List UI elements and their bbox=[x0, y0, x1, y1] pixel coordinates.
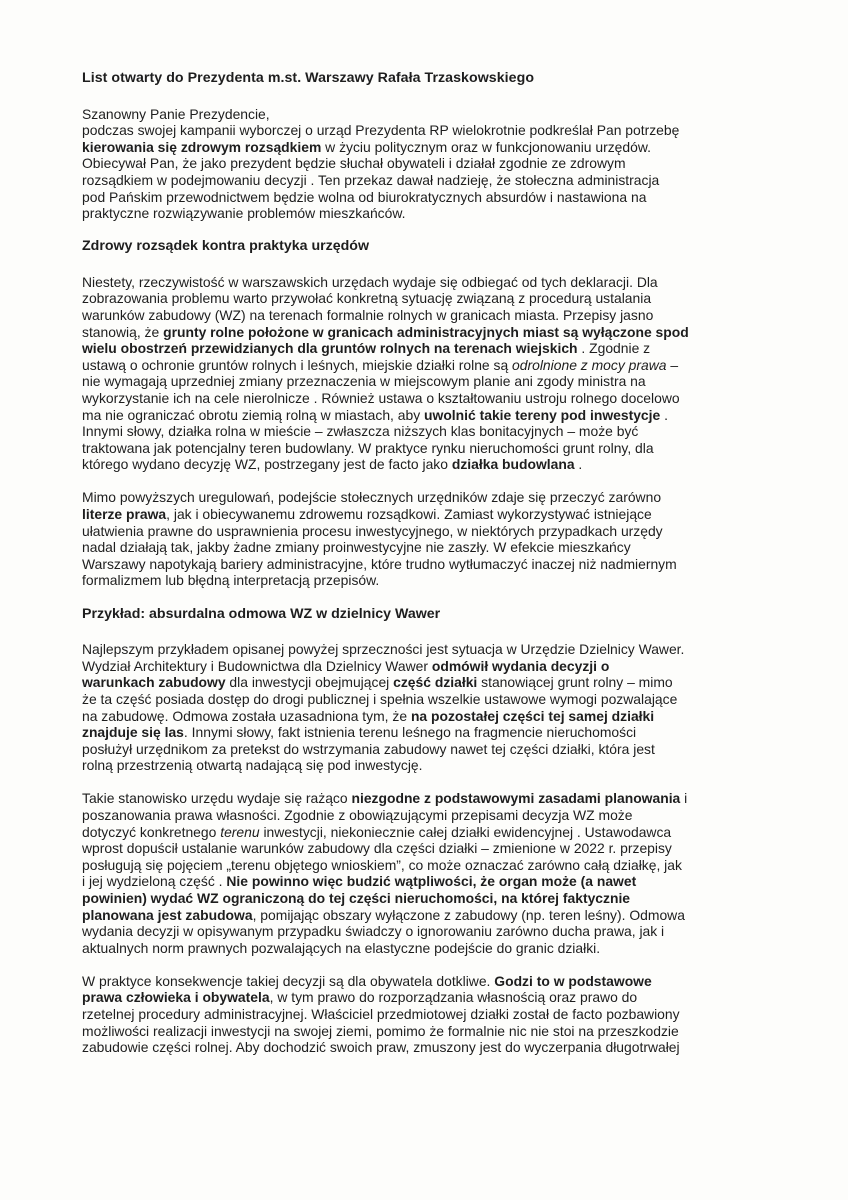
text-run: Takie stanowisko urzędu wydaje się rażąco bbox=[82, 790, 352, 807]
text-run: praktyczne rozwiązywanie problemów mieszkańców. bbox=[82, 205, 406, 222]
text-run: , jak i obiecywanemu zdrowemu rozsądkowi. Zamiast wykorzystywać istniejące bbox=[166, 506, 652, 523]
text-run: – bbox=[666, 356, 679, 373]
text-line bbox=[82, 139, 772, 156]
text-run: aktualnych norm prawnych pozwalających na elastyczne podejście do granic działki. bbox=[82, 939, 601, 956]
bold-text-run: Nie powinno więc budzić wątpliwości, że organ może (a nawet bbox=[226, 873, 637, 890]
text-line bbox=[82, 274, 772, 291]
text-run: dla inwestycji obejmującej bbox=[225, 674, 394, 691]
text-line bbox=[82, 824, 772, 841]
text-run: Najlepszym przykładem opisanej powyżej sprzeczności jest sytuacja w Urzędzie Dzielnicy Wawer. bbox=[82, 641, 685, 658]
text-line bbox=[82, 1006, 772, 1023]
letter-body bbox=[82, 70, 772, 1072]
text-run: możliwości realizacji inwestycji na swojej ziemi, pomimo że formalnie nic nie stoi na przeszkodzie bbox=[82, 1022, 679, 1039]
text-line bbox=[82, 155, 772, 172]
text-run: ułatwienia prawne do usprawnienia procesu inwestycyjnego, w niektórych przypadkach urzędy bbox=[82, 522, 663, 539]
text-run: zobrazowania problemu warto przywołać konkretną sytuację związaną z procedurą ustalania bbox=[82, 290, 652, 307]
text-line bbox=[82, 106, 772, 123]
text-run: . Innymi słowy, fakt istnienia terenu leśnego na fragmencie nieruchomości bbox=[183, 724, 637, 741]
text-line bbox=[82, 390, 772, 407]
text-line bbox=[82, 539, 772, 556]
text-line bbox=[82, 489, 772, 506]
text-line bbox=[82, 423, 772, 440]
bold-text-run: wielu obostrzeń przewidzianych dla gruntów rolnych na terenach wiejskich bbox=[82, 340, 578, 357]
text-line bbox=[82, 340, 772, 357]
text-line bbox=[82, 307, 772, 324]
text-line bbox=[82, 907, 772, 924]
text-line bbox=[82, 757, 772, 774]
text-run: nie wymagają uprzedniej zmiany przeznaczenia w miejscowym planie ani zgody ministra na bbox=[82, 373, 646, 390]
text-line bbox=[82, 290, 772, 307]
bold-text-run: część działki bbox=[393, 674, 478, 691]
text-run: zabudowie części rolnej. Aby dochodzić swoich praw, zmuszony jest do wyczerpania długotrwałej bbox=[82, 1039, 680, 1056]
text-run: , pomijając obszary wyłączone z zabudowy (np. teren leśny). Odmowa bbox=[252, 906, 685, 923]
text-line bbox=[82, 708, 772, 725]
paragraph-wawer-refusal bbox=[82, 641, 772, 774]
text-line bbox=[82, 674, 772, 691]
text-run: że ta część posiada dostęp do drogi publicznej i spełnia wszelkie ustawowe wymogi pozwalające bbox=[82, 690, 678, 707]
text-line bbox=[82, 923, 772, 940]
text-run: i jej wydzieloną część . bbox=[82, 873, 227, 890]
text-line bbox=[82, 324, 772, 341]
text-run: posługują się pojęciem „terenu objętego wnioskiem”, co może oznaczać zarówno całą działkę, jak bbox=[82, 856, 682, 873]
text-run: wykorzystanie ich na cele nierolnicze . Również ustawa o kształtowaniu ustroju rolnego docelowo bbox=[82, 390, 680, 406]
intro-paragraph bbox=[82, 106, 772, 222]
text-line bbox=[82, 556, 772, 573]
text-run: posłużył urzędnikom za pretekst do wstrzymania zabudowy nawet tej części działki, która jest bbox=[82, 740, 655, 757]
text-line bbox=[82, 1039, 772, 1056]
text-run: ma nie ograniczać obrotu ziemią rolną w miastach, aby bbox=[82, 406, 425, 423]
text-line bbox=[82, 407, 772, 424]
text-line bbox=[82, 807, 772, 824]
paragraph-officials-approach bbox=[82, 489, 772, 589]
bold-text-run: kierowania się zdrowym rozsądkiem bbox=[82, 138, 322, 155]
text-line bbox=[82, 724, 772, 741]
text-run: na zabudowę. Odmowa została uzasadniona tym, że bbox=[82, 707, 411, 724]
text-line bbox=[82, 506, 772, 523]
bold-text-run: Godzi to w podstawowe bbox=[494, 972, 652, 989]
text-run: dotyczyć konkretnego bbox=[82, 823, 221, 840]
section-heading-wawer-example: Przykład: absurdalna odmowa WZ w dzielnicy Wawer bbox=[82, 605, 441, 622]
text-line bbox=[82, 940, 772, 957]
text-line bbox=[82, 857, 772, 874]
italic-text-run: odrolnione z mocy prawa bbox=[512, 356, 667, 373]
text-run: stanowiącej grunt rolny – mimo bbox=[477, 674, 673, 691]
text-run: Szanowny Panie Prezydencie, bbox=[82, 105, 270, 122]
bold-text-run: grunty rolne położone w granicach administracyjnych miast są wyłączone spod bbox=[163, 323, 689, 340]
italic-text-run: terenu bbox=[220, 823, 260, 840]
text-run: Warszawy napotykają bariery administracyjne, które trudno wytłumaczyć inaczej niż nadmiernym bbox=[82, 555, 677, 572]
bold-text-run: niezgodne z podstawowymi zasadami planowania bbox=[351, 790, 681, 807]
text-line bbox=[82, 873, 772, 890]
text-run: Innymi słowy, działka rolna w mieście – zwłaszcza niższych klas bonitacyjnych – może być bbox=[82, 423, 639, 440]
text-line bbox=[82, 456, 772, 473]
text-run: pod Pańskim przewodnictwem będzie wolna od biurokratycznych absurdów i nastawiona na bbox=[82, 188, 647, 205]
text-run: wydania decyzji w opisywanym przypadku świadczy o ignorowaniu zarówno ducha prawa, jak i bbox=[82, 923, 665, 940]
text-run: ustawą o ochronie gruntów rolnych i leśnych, miejskie działki rolne są bbox=[82, 356, 513, 373]
text-run: rzetelnej procedury administracyjnej. Właściciel przedmiotowej działki został de facto pozbawiony bbox=[82, 1006, 680, 1022]
text-run: formalizmem lub błędną interpretacją przepisów. bbox=[82, 572, 380, 589]
bold-text-run: warunkach zabudowy bbox=[82, 674, 226, 691]
text-line bbox=[82, 973, 772, 990]
text-line bbox=[82, 122, 772, 139]
text-run: rolną przestrzenią otwartą nadającą się pod inwestycję. bbox=[82, 757, 423, 774]
text-run: Wydział Architektury i Budownictwa dla Dzielnicy Wawer bbox=[82, 657, 432, 674]
text-line bbox=[82, 890, 772, 907]
text-line bbox=[82, 572, 772, 589]
text-line bbox=[82, 658, 772, 675]
text-line bbox=[82, 691, 772, 708]
bold-text-run: prawa człowieka i obywatela bbox=[82, 989, 270, 1006]
text-line bbox=[82, 790, 772, 807]
text-run: , w tym prawo do rozporządzania własnością oraz prawo do bbox=[269, 989, 638, 1006]
text-run: i bbox=[680, 790, 688, 807]
text-run: Obiecywał Pan, że jako prezydent będzie słuchał obywateli i działał zgodnie ze zdrowym bbox=[82, 155, 626, 172]
text-line bbox=[82, 440, 772, 457]
text-run: Mimo powyższych uregulowań, podejście stołecznych urzędników zdaje się przeczyć zarówno bbox=[82, 489, 662, 506]
text-line bbox=[82, 840, 772, 857]
bold-text-run: działka budowlana bbox=[451, 456, 575, 473]
bold-text-run: powinien) wydać WZ ograniczoną do tej części nieruchomości, na której faktycznie bbox=[82, 889, 631, 906]
text-line bbox=[82, 172, 772, 189]
text-run: w życiu politycznym oraz w funkcjonowaniu urzędów. bbox=[321, 138, 651, 155]
bold-text-run: na pozostałej części tej samej działki bbox=[410, 707, 655, 724]
text-run: inwestycji, niekoniecznie całej działki ewidencyjnej . Ustawodawca bbox=[259, 823, 672, 840]
text-run: . Zgodnie z bbox=[577, 340, 651, 357]
text-line bbox=[82, 1023, 772, 1040]
text-line bbox=[82, 373, 772, 390]
text-run: warunków zabudowy (WZ) na terenach formalnie rolnych w granicach miasta. Przepisy jasno bbox=[82, 307, 654, 324]
text-line bbox=[82, 357, 772, 374]
text-run: W praktyce konsekwencje takiej decyzji są dla obywatela dotkliwe. bbox=[82, 972, 495, 989]
paragraph-regulations bbox=[82, 274, 772, 473]
text-run: stanowią, że bbox=[82, 323, 164, 340]
bold-text-run: odmówił wydania decyzji o bbox=[431, 657, 610, 674]
paragraph-planning-principles bbox=[82, 790, 772, 956]
text-line bbox=[82, 741, 772, 758]
text-line bbox=[82, 641, 772, 658]
paragraph-consequences bbox=[82, 973, 772, 1056]
bold-text-run: znajduje się las bbox=[82, 724, 184, 741]
bold-text-run: uwolnić takie tereny pod inwestycje bbox=[424, 406, 661, 423]
text-line bbox=[82, 989, 772, 1006]
section-heading-common-sense: Zdrowy rozsądek kontra praktyka urzędów bbox=[82, 238, 369, 255]
text-run: wprost dopuścił ustalanie warunków zabudowy dla części działki – zmienione w 2022 r. przepisy bbox=[82, 840, 672, 857]
text-run: . bbox=[574, 456, 583, 473]
text-line bbox=[82, 189, 772, 206]
text-run: nadal działają tak, jakby żadne zmiany proinwestycyjne nie zaszły. W efekcie mieszkańcy bbox=[82, 539, 631, 556]
text-run: traktowana jak potencjalny teren budowlany. W praktyce rynku nieruchomości grunt rolny, dla bbox=[82, 439, 654, 456]
text-run: Niestety, rzeczywistość w warszawskich urzędach wydaje się odbiegać od tych deklaracji. Dla bbox=[82, 273, 658, 290]
letter-title: List otwarty do Prezydenta m.st. Warszawy Rafała Trzaskowskiego bbox=[82, 70, 535, 86]
text-line bbox=[82, 523, 772, 540]
text-run: podczas swojej kampanii wyborczej o urząd Prezydenta RP wielokrotnie podkreślał Pan potrzebę bbox=[82, 122, 680, 139]
text-line bbox=[82, 205, 772, 222]
text-run: . bbox=[660, 406, 668, 423]
text-run: rozsądkiem w podejmowaniu decyzji . Ten przekaz dawał nadzieję, że stołeczna administracja bbox=[82, 171, 660, 188]
bold-text-run: planowana jest zabudowa bbox=[82, 906, 253, 923]
bold-text-run: literze prawa bbox=[82, 506, 167, 523]
text-run: którego wydano decyzję WZ, postrzegany jest de facto jako bbox=[82, 456, 452, 473]
text-run: poszanowania prawa własności. Zgodnie z obowiązującymi przepisami decyzja WZ może bbox=[82, 806, 633, 823]
